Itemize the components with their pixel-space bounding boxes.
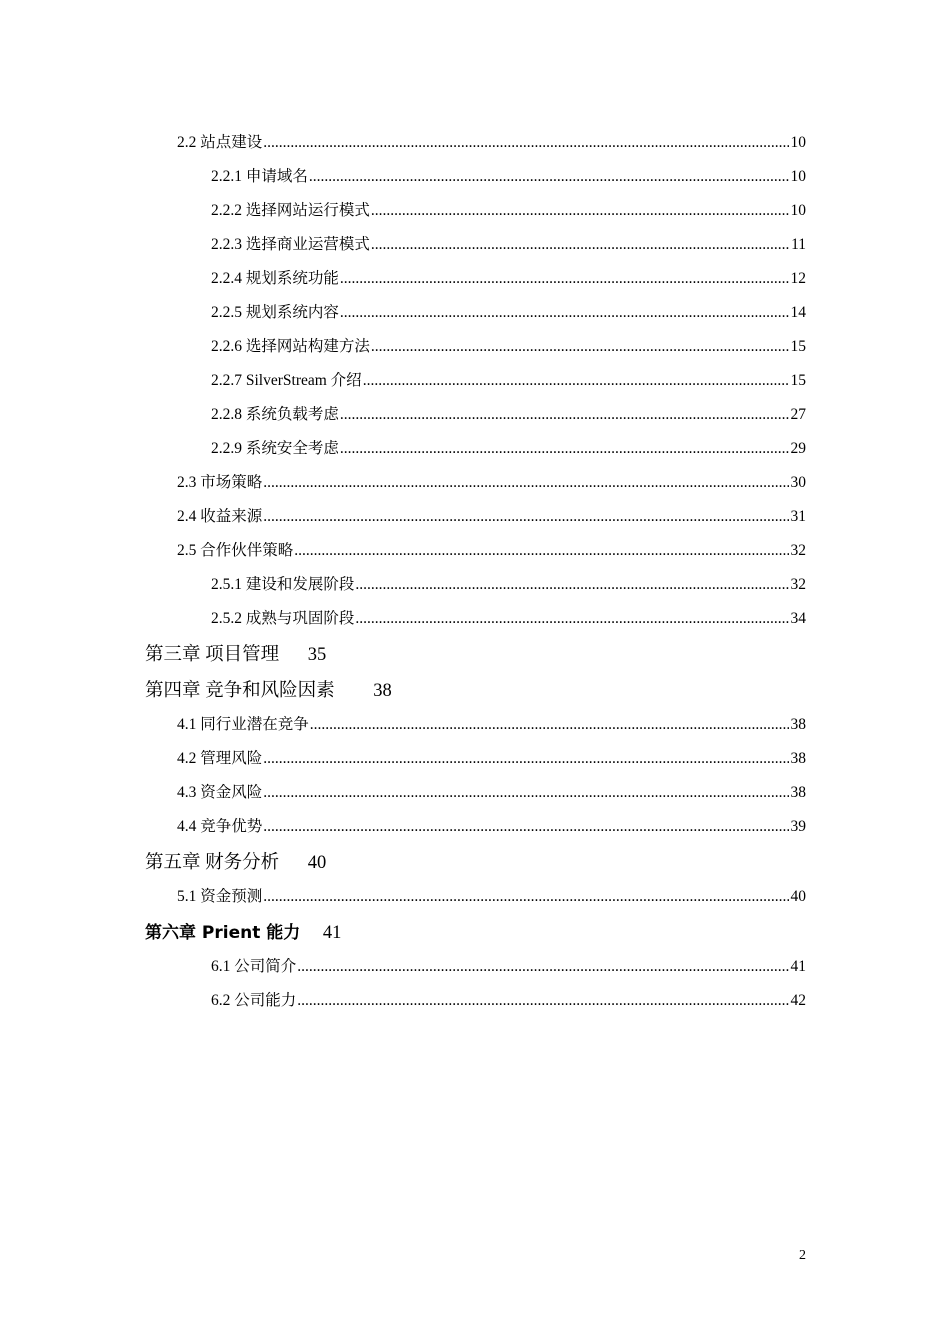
toc-leader-dots (263, 508, 788, 526)
toc-entry-page: 42 (790, 992, 806, 1009)
toc-entry[interactable] (211, 436, 806, 458)
toc-leader-dots (263, 888, 788, 906)
toc-chapter-label: 第四章 竞争和风险因素 (145, 681, 335, 701)
toc-entry-label: 4.2 管理风险 (177, 750, 263, 767)
toc-entry-page: 15 (790, 372, 806, 389)
toc-entry[interactable] (211, 368, 806, 390)
toc-leader-dots (263, 784, 788, 802)
toc-entry[interactable] (211, 954, 806, 976)
toc-entry[interactable] (177, 884, 806, 906)
toc-entry-page: 29 (790, 440, 806, 457)
toc-entry-label: 2.2.7 SilverStream 介绍 (211, 372, 362, 389)
toc-entry-label: 6.1 公司简介 (211, 958, 297, 975)
toc-leader-dots (340, 406, 789, 424)
toc-leader-dots (309, 168, 789, 186)
toc-entry-label: 2.2.3 选择商业运营模式 (211, 236, 370, 253)
toc-entry-label: 2.2.5 规划系统内容 (211, 304, 339, 321)
toc-entry[interactable] (177, 712, 806, 734)
toc-leader-dots (297, 992, 788, 1010)
toc-leader-dots (340, 304, 789, 322)
toc-leader-dots (371, 202, 789, 220)
toc-entry-page: 32 (790, 542, 806, 559)
toc-entry-label: 2.5.2 成熟与巩固阶段 (211, 610, 355, 627)
toc-entry-label: 2.3 市场策略 (177, 474, 263, 491)
toc-entry-page: 31 (790, 508, 806, 525)
toc-entry-label: 4.3 资金风险 (177, 784, 263, 801)
toc-entry-label: 2.2.9 系统安全考虑 (211, 440, 339, 457)
toc-entry-page: 10 (790, 134, 806, 151)
toc-entry[interactable] (211, 402, 806, 424)
toc-entry[interactable] (211, 198, 806, 220)
toc-chapter[interactable] (145, 640, 326, 666)
toc-entry[interactable] (177, 470, 806, 492)
toc-entry-label: 4.4 竞争优势 (177, 818, 263, 835)
toc-entry[interactable] (211, 164, 806, 186)
toc-entry-page: 27 (790, 406, 806, 423)
toc-entry-label: 2.2.6 选择网站构建方法 (211, 338, 370, 355)
toc-chapter-page: 35 (307, 645, 327, 665)
toc-entry-page: 38 (790, 784, 806, 801)
toc-entry-page: 10 (790, 202, 806, 219)
toc-entry-label: 2.2.8 系统负载考虑 (211, 406, 339, 423)
toc-chapter[interactable] (145, 918, 341, 944)
toc-entry[interactable] (177, 814, 806, 836)
toc-entry-page: 11 (791, 236, 806, 253)
toc-entry-label: 4.1 同行业潜在竞争 (177, 716, 309, 733)
toc-entry-page: 30 (790, 474, 806, 491)
toc-entry-label: 2.2.2 选择网站运行模式 (211, 202, 370, 219)
toc-leader-dots (297, 958, 788, 976)
toc-leader-dots (263, 474, 788, 492)
toc-chapter-page: 38 (373, 681, 392, 701)
toc-chapter-label: 第五章 财务分析 (145, 853, 280, 873)
toc-entry-page: 32 (790, 576, 806, 593)
toc-entry-page: 12 (790, 270, 806, 287)
toc-chapter-page: 40 (307, 853, 327, 873)
toc-entry-page: 41 (790, 958, 806, 975)
toc-entry-page: 40 (790, 888, 806, 905)
toc-chapter-label: 第三章 项目管理 (145, 645, 280, 665)
toc-entry[interactable] (211, 334, 806, 356)
toc-entry-page: 10 (790, 168, 806, 185)
toc-entry[interactable] (211, 606, 806, 628)
toc-leader-dots (371, 338, 789, 356)
toc-entry[interactable] (211, 572, 806, 594)
toc-entry-page: 15 (790, 338, 806, 355)
toc-entry-page: 34 (790, 610, 806, 627)
toc-chapter-label: 第六章 Prient 能力 (145, 923, 301, 943)
toc-entry-label: 2.5.1 建设和发展阶段 (211, 576, 355, 593)
toc-entry-label: 2.4 收益来源 (177, 508, 263, 525)
toc-leader-dots (363, 372, 789, 390)
toc-leader-dots (294, 542, 788, 560)
toc-leader-dots (263, 750, 788, 768)
toc-entry-label: 2.2 站点建设 (177, 134, 263, 151)
toc-entry[interactable] (177, 538, 806, 560)
toc-leader-dots (340, 440, 789, 458)
toc-leader-dots (263, 134, 788, 152)
toc-entry[interactable] (177, 130, 806, 152)
toc-entry-label: 2.5 合作伙伴策略 (177, 542, 294, 559)
toc-entry[interactable] (211, 300, 806, 322)
toc-chapter[interactable] (145, 676, 392, 702)
toc-entry-page: 38 (790, 716, 806, 733)
toc-entry[interactable] (177, 504, 806, 526)
toc-leader-dots (340, 270, 789, 288)
toc-entry-label: 2.2.4 规划系统功能 (211, 270, 339, 287)
toc-leader-dots (263, 818, 788, 836)
toc-entry[interactable] (177, 746, 806, 768)
toc-entry-page: 38 (790, 750, 806, 767)
toc-entry-page: 14 (790, 304, 806, 321)
toc-entry-label: 5.1 资金预测 (177, 888, 263, 905)
toc-entry-label: 6.2 公司能力 (211, 992, 297, 1009)
toc-entry-label: 2.2.1 申请域名 (211, 168, 308, 185)
toc-entry[interactable] (211, 232, 806, 254)
toc-chapter-page: 41 (322, 923, 342, 943)
toc-leader-dots (355, 610, 788, 628)
toc-entry[interactable] (211, 266, 806, 288)
toc-entry[interactable] (177, 780, 806, 802)
page-number: 2 (799, 1248, 806, 1263)
toc-chapter[interactable] (145, 848, 326, 874)
toc-entry-page: 39 (790, 818, 806, 835)
toc-entry[interactable] (211, 988, 806, 1010)
toc-leader-dots (355, 576, 788, 594)
toc-leader-dots (371, 236, 789, 254)
toc-leader-dots (310, 716, 789, 734)
